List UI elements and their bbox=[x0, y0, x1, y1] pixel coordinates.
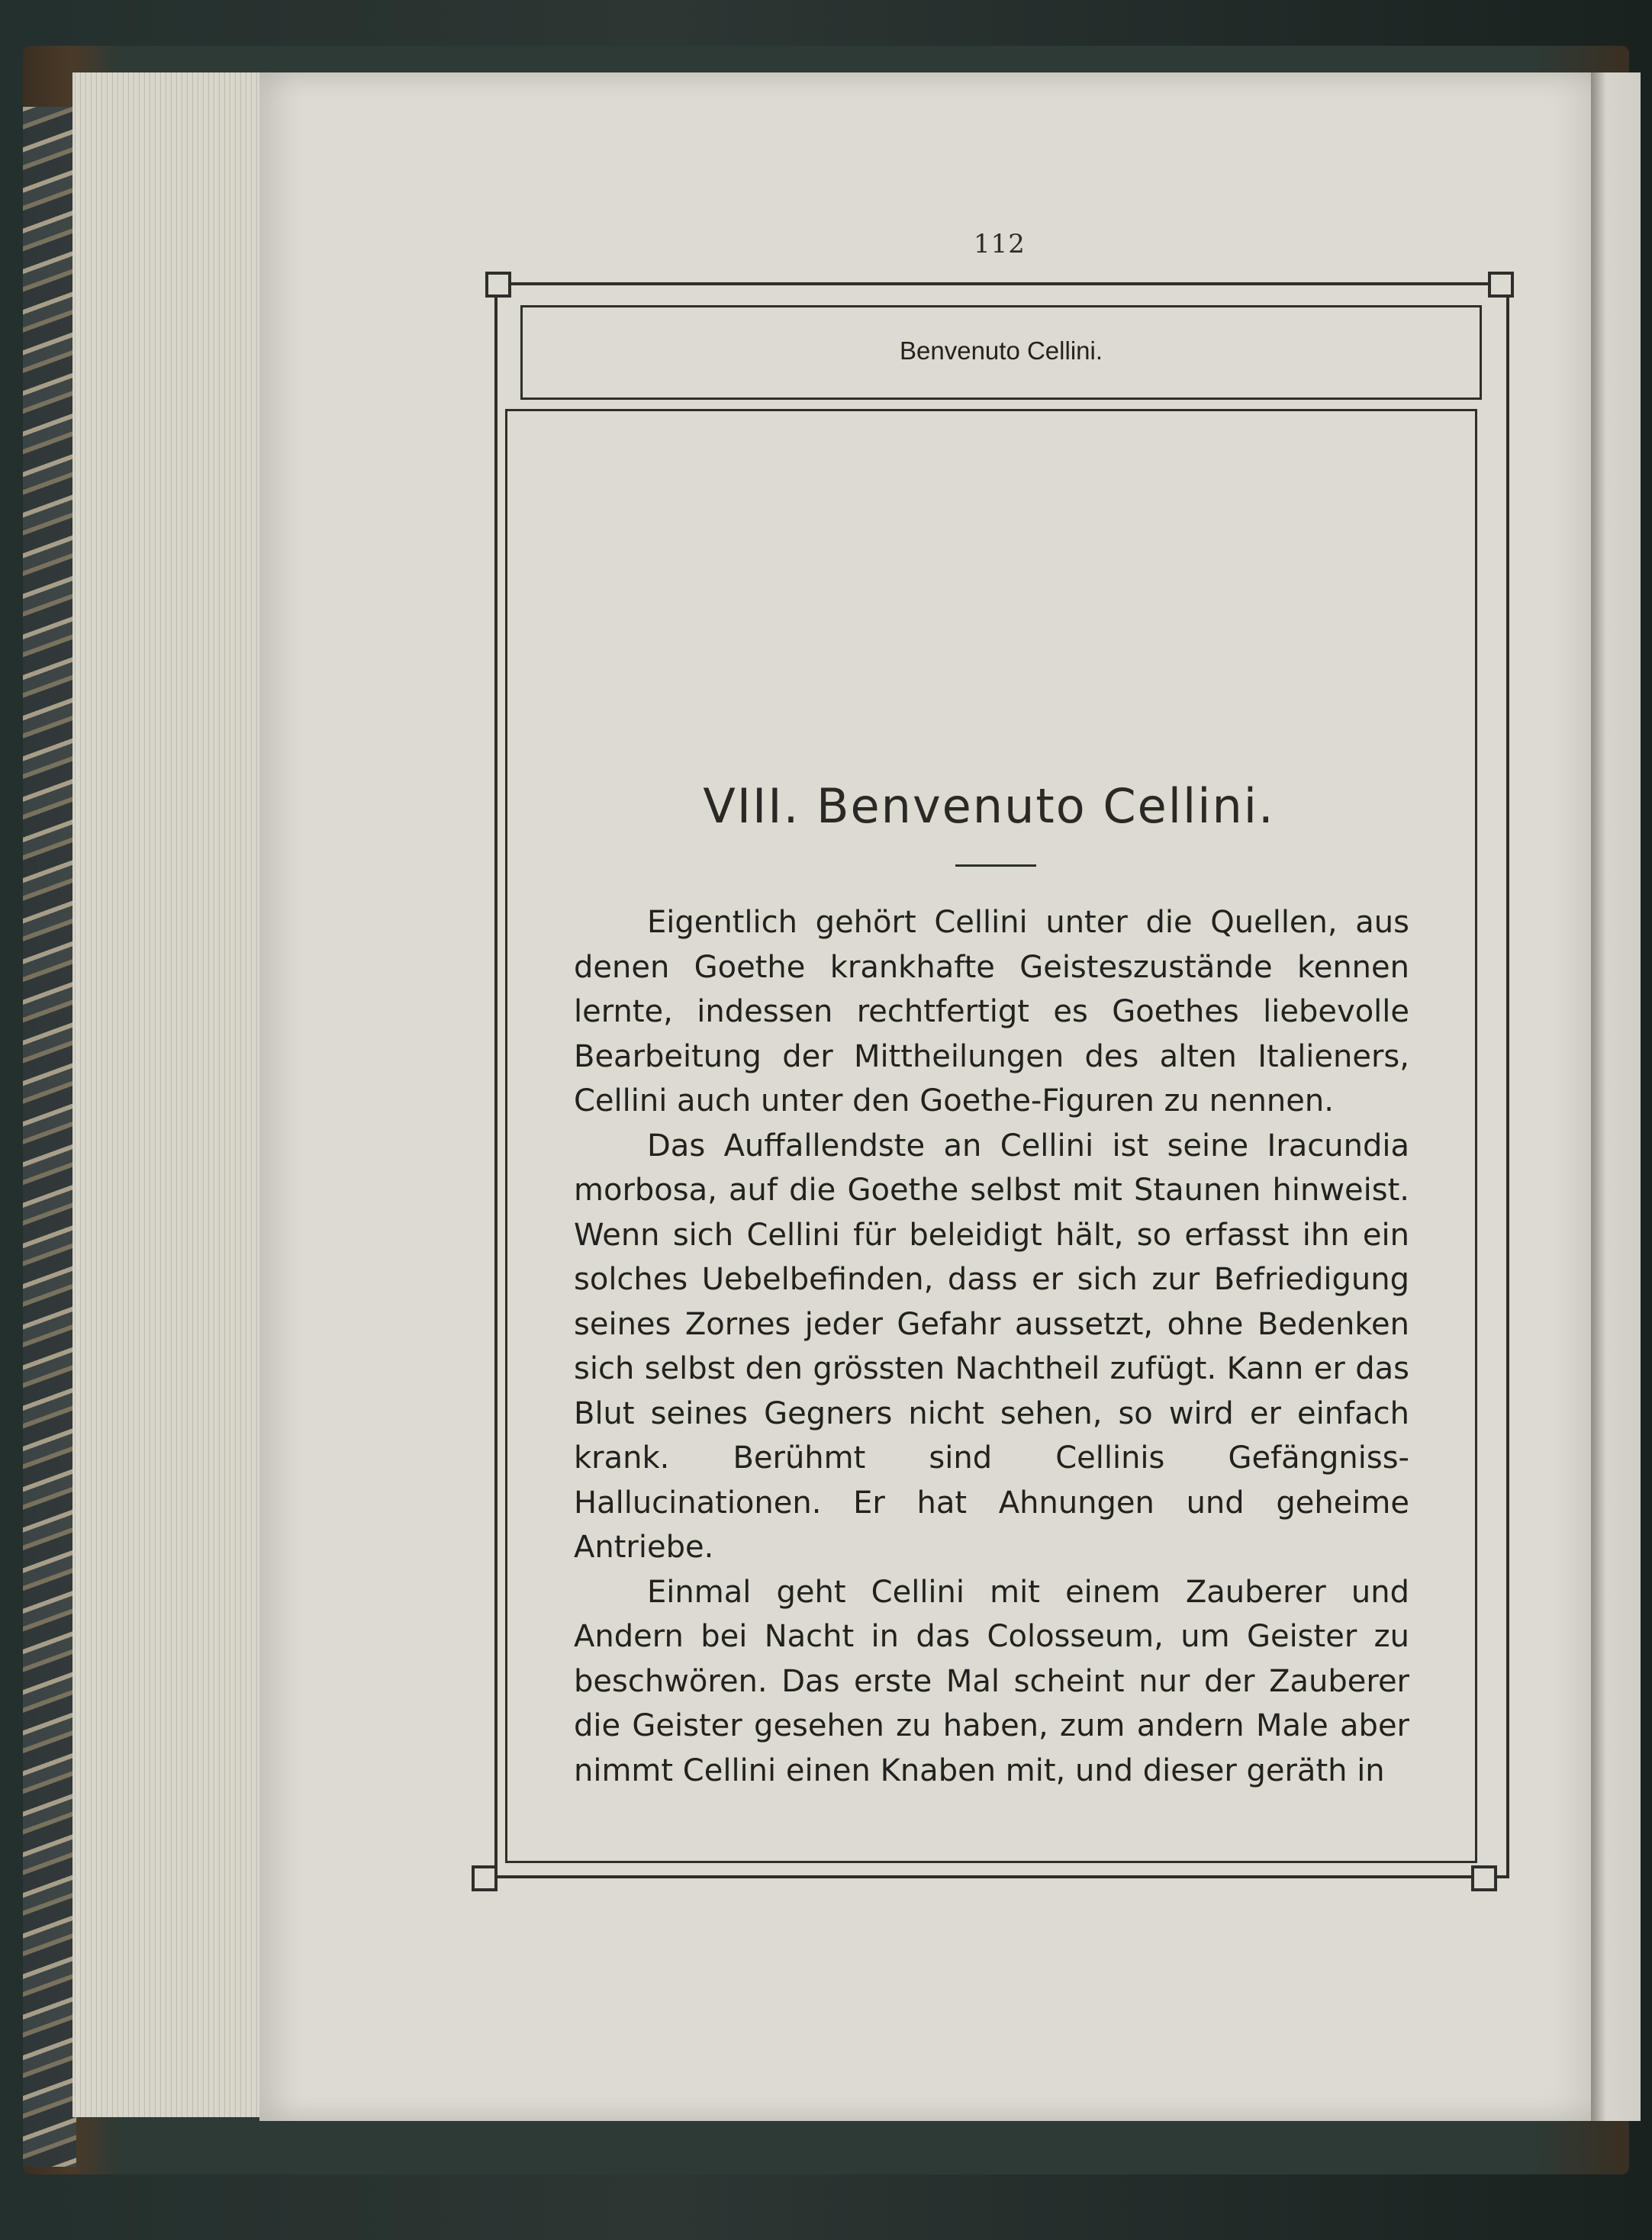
frame-corner-top-left bbox=[485, 272, 511, 298]
frame-corner-bottom-left bbox=[472, 1865, 498, 1891]
running-head: Benvenuto Cellini. bbox=[900, 336, 1103, 365]
paragraph: Das Auffallendste an Cellini ist seine Iracundia morbosa, auf die Goethe selbst mit Staunen hinweist. Wenn sich Cellini für beleidigt hält, so erfasst ihn ein solches Uebelbefinden, dass er sich zur Befriedigung seines Zornes jeder Gefahr aussetzt, ohne Bedenken sich selbst den grössten Nachtheil zufügt. Kann er das Blut seines Gegners nicht sehen, so wird er einfach krank. Berühmt sind Cellinis Gefängniss-Hallucinationen. Er hat Ahnungen und geheime Antriebe. bbox=[574, 1128, 1409, 1565]
page-number: 112 bbox=[974, 229, 1026, 259]
paragraph: Eigentlich gehört Cellini unter die Quellen, aus denen Goethe krankhafte Geisteszustände kennen lernte, indessen rechtfertigt es Goethes liebevolle Bearbeitung der Mittheilungen des alten Italieners, Cellini auch unter den Goethe-Figuren zu nennen. bbox=[574, 905, 1409, 1118]
chapter-title: VIII. Benvenuto Cellini. bbox=[703, 778, 1275, 834]
paragraph: Einmal geht Cellini mit einem Zauberer und Andern bei Nacht in das Colosseum, um Geister zu beschwören. Das erste Mal scheint nur der Zauberer die Geister gesehen zu haben, zum andern Male aber nimmt Cellini einen Knaben mit, und dieser geräth in bbox=[574, 1574, 1409, 1788]
page-block-edges bbox=[72, 72, 271, 2117]
marbled-endpaper bbox=[23, 107, 76, 2167]
frame-corner-top-right bbox=[1488, 272, 1514, 298]
frame-corner-bottom-right bbox=[1471, 1865, 1497, 1891]
facing-page-edge bbox=[1591, 72, 1641, 2121]
body-text bbox=[574, 900, 1409, 1793]
title-rule bbox=[955, 864, 1036, 867]
running-head-box bbox=[520, 305, 1482, 400]
